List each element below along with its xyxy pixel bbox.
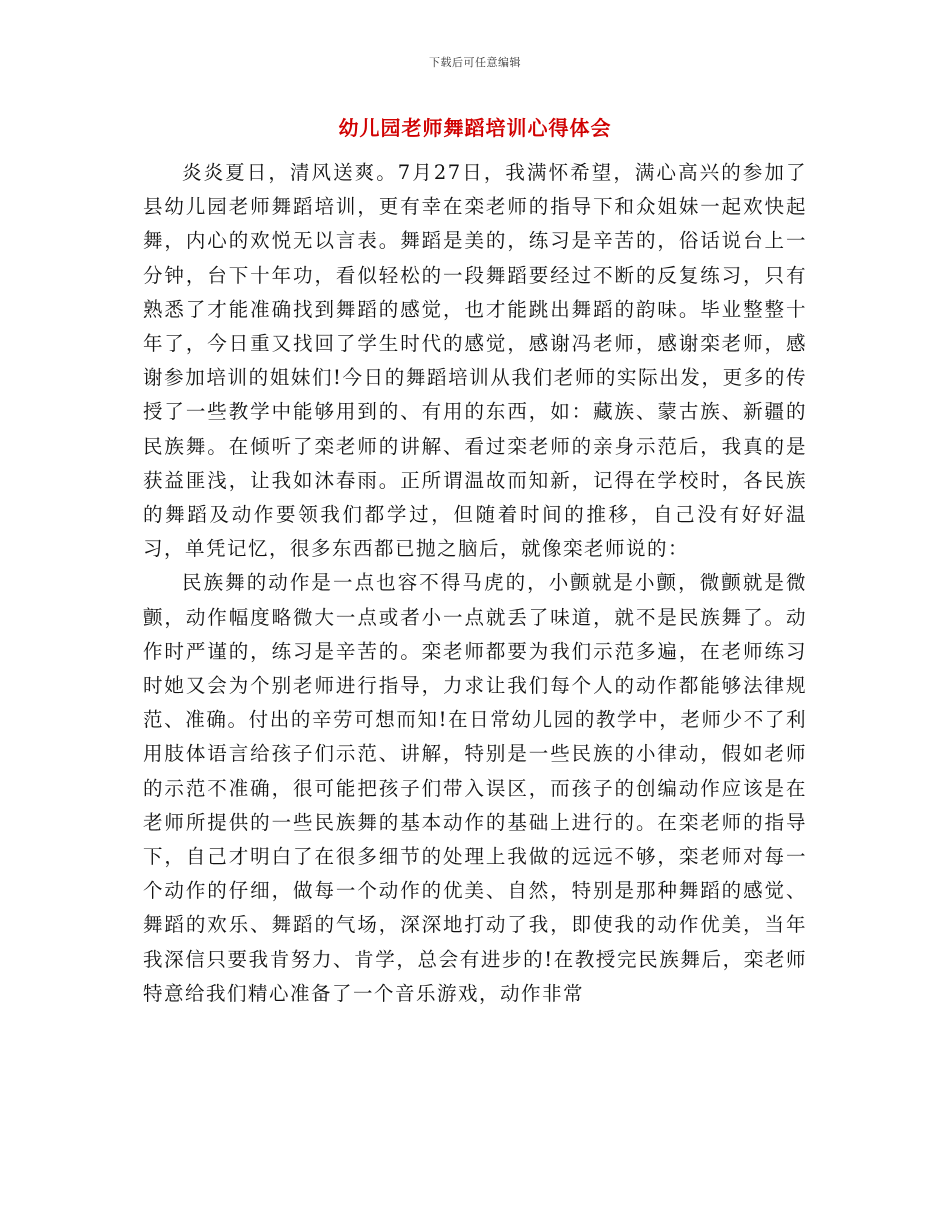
header-note: 下载后可任意编辑 [429, 56, 521, 69]
paragraph-1: 炎炎夏日，清风送爽。7月27日，我满怀希望，满心高兴的参加了县幼儿园老师舞蹈培训，更有幸在栾老师的指导下和众姐妹一起欢快起舞，内心的欢悦无以言表。舞蹈是美的，练习是辛苦的，俗话说台上一分钟，台下十年功，看似轻松的一段舞蹈要经过不断的反复练习，只有熟悉了才能准确找到舞蹈的感觉，也才能跳出舞蹈的韵味。毕业整整十年了，今日重又找回了学生时代的感觉，感谢冯老师，感谢栾老师，感谢参加培训的姐妹们!今日的舞蹈培训从我们老师的实际出发，更多的传授了一些教学中能够用到的、有用的东西，如：藏族、蒙古族、新疆的民族舞。在倾听了栾老师的讲解、看过栾老师的亲身示范后，我真的是获益匪浅，让我如沐春雨。正所谓温故而知新，记得在学校时，各民族的舞蹈及动作要领我们都学过，但随着时间的推移，自己没有好好温习，单凭记忆，很多东西都已抛之脑后，就像栾老师说的： [143, 161, 807, 561]
document-body [143, 156, 807, 1011]
document-title: 幼儿园老师舞蹈培训心得体会 [338, 116, 612, 140]
paragraph-2: 民族舞的动作是一点也容不得马虎的，小颤就是小颤，微颤就是微颤，动作幅度略微大一点或者小一点就丢了味道，就不是民族舞了。动作时严谨的，练习是辛苦的。栾老师都要为我们示范多遍，在老师练习时她又会为个别老师进行指导，力求让我们每个人的动作都能够法律规范、准确。付出的辛劳可想而知!在日常幼儿园的教学中，老师少不了利用肢体语言给孩子们示范、讲解，特别是一些民族的小律动，假如老师的示范不准确，很可能把孩子们带入误区，而孩子的创编动作应该是在老师所提供的一些民族舞的基本动作的基础上进行的。在栾老师的指导下，自己才明白了在很多细节的处理上我做的远远不够，栾老师对每一个动作的仔细，做每一个动作的优美、自然，特别是那种舞蹈的感觉、舞蹈的欢乐、舞蹈的气场，深深地打动了我，即使我的动作优美，当年我深信只要我肯努力、肯学，总会有进步的!在教授完民族舞后，栾老师特意给我们精心准备了一个音乐游戏，动作非常 [143, 571, 807, 1005]
